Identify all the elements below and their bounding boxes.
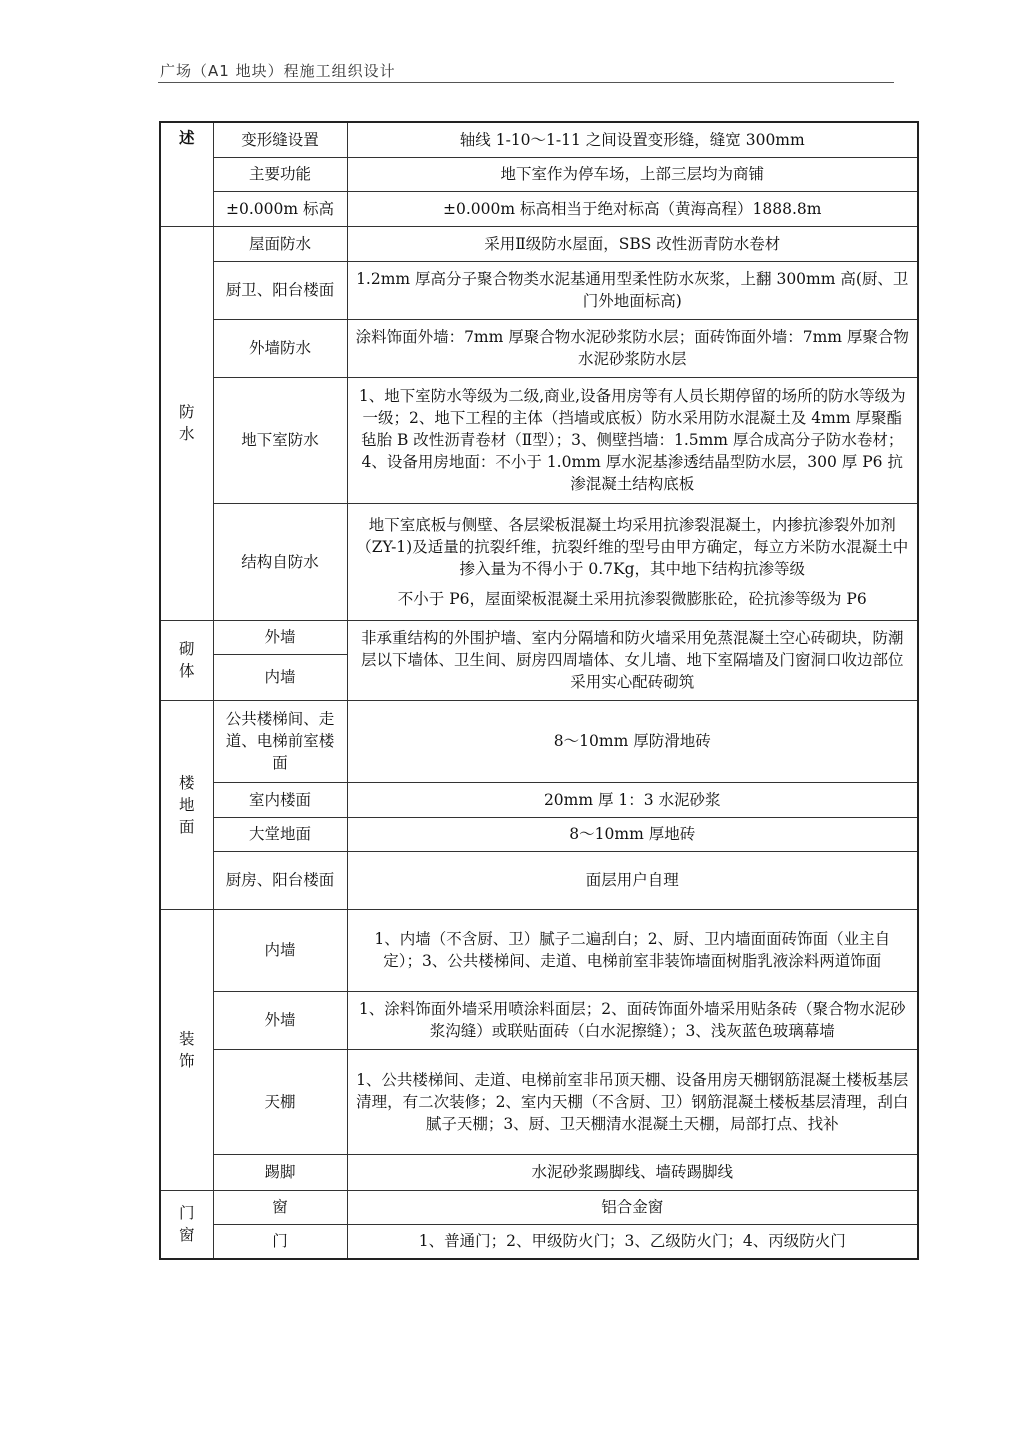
- category-char: 窗: [178, 1226, 195, 1245]
- table-row: [160, 157, 918, 191]
- item-value: 8～10mm 厚地砖: [347, 817, 918, 851]
- item-label: 变形缝设置: [213, 122, 347, 157]
- category-masonry: [160, 620, 213, 700]
- item-value: 1、公共楼梯间、走道、电梯前室非吊顶天棚、设备用房天棚钢筋混凝土楼板基层清理，有二次装修；2、室内天棚（不含厨、卫）钢筋混凝土楼板基层清理，刮白腻子天棚；3、厨、卫天棚清水混凝土天棚，局部打点、找补: [347, 1049, 918, 1154]
- category-char: 体: [178, 662, 195, 680]
- item-value: 1、地下室防水等级为二级,商业,设备用房等有人员长期停留的场所的防水等级为一级；2、地下工程的主体（挡墙或底板）防水采用防水混凝土及 4mm 厚聚酯毡胎 B 改性沥青卷材（Ⅱ型）；3、侧壁挡墙：1.5mm 厚合成高分子防水卷材；4、设备用房地面：不小于 1.0mm 厚水泥基渗透结晶型防水层，300 厚 P6 抗渗混凝土结构底板: [347, 377, 918, 503]
- item-label: 主要功能: [213, 157, 347, 191]
- item-value: 1、内墙（不含厨、卫）腻子二遍刮白；2、厨、卫内墙面面砖饰面（业主自定）；3、公共楼梯间、走道、电梯前室非装饰墙面树脂乳液涂料两道饰面: [347, 909, 918, 991]
- header-divider: [158, 82, 894, 83]
- category-doorwindow: [160, 1190, 213, 1259]
- item-value: 非承重结构的外围护墙、室内分隔墙和防火墙采用免蒸混凝土空心砖砌块，防潮层以下墙体、卫生间、厨房四周墙体、女儿墙、地下室隔墙及门窗洞口收边部位采用实心配砖砌筑: [347, 620, 918, 700]
- category-char: 面: [178, 817, 195, 836]
- table-row: [160, 1190, 918, 1224]
- item-label: 大堂地面: [213, 817, 347, 851]
- item-label: ±0.000m 标高: [213, 191, 347, 226]
- category-char: 门: [178, 1204, 195, 1223]
- category-char: 砌: [178, 640, 195, 658]
- item-label: 内墙: [213, 909, 347, 991]
- category-overview: 述: [160, 122, 213, 226]
- category-char: 饰: [178, 1051, 195, 1070]
- category-decoration: [160, 909, 213, 1190]
- item-value: 铝合金窗: [347, 1190, 918, 1224]
- category-char: 水: [178, 425, 195, 443]
- table-row: [160, 226, 918, 261]
- table-row: [160, 122, 918, 157]
- item-label: 门: [213, 1224, 347, 1259]
- item-value: [347, 503, 918, 620]
- item-value: 采用Ⅱ级防水屋面，SBS 改性沥青防水卷材: [347, 226, 918, 261]
- item-label: 厨卫、阳台楼面: [213, 261, 347, 319]
- table-row: [160, 782, 918, 817]
- table-row: [160, 1049, 918, 1154]
- category-char: 防: [178, 403, 195, 421]
- item-label: 外墙防水: [213, 319, 347, 377]
- item-label: 结构自防水: [213, 503, 347, 620]
- table-row: [160, 319, 918, 377]
- table-row: [160, 261, 918, 319]
- table-row: [160, 377, 918, 503]
- table-row: [160, 700, 918, 782]
- table-row: [160, 909, 918, 991]
- item-label: 外墙: [213, 991, 347, 1049]
- table-row: [160, 191, 918, 226]
- item-label: 地下室防水: [213, 377, 347, 503]
- item-value: 1、涂料饰面外墙采用喷涂料面层；2、面砖饰面外墙采用贴条砖（聚合物水泥砂浆沟缝）或联贴面砖（白水泥擦缝）；3、浅灰蓝色玻璃幕墙: [347, 991, 918, 1049]
- category-char: 楼: [178, 773, 195, 792]
- item-label: 室内楼面: [213, 782, 347, 817]
- item-label: 屋面防水: [213, 226, 347, 261]
- item-value: 1、普通门；2、甲级防火门；3、乙级防火门；4、丙级防火门: [347, 1224, 918, 1259]
- item-value-line: 地下室底板与侧壁、各层梁板混凝土均采用抗渗裂混凝土，内掺抗渗裂外加剂（ZY-1)及适量的抗裂纤维，抗裂纤维的型号由甲方确定，每立方米防水混凝土中掺入量为不得小于 0.7Kg，其中地下结构抗渗等级: [356, 515, 909, 578]
- item-label: 厨房、阳台楼面: [213, 851, 347, 909]
- item-label: 公共楼梯间、走道、电梯前室楼面: [213, 700, 347, 782]
- category-char: 地: [178, 795, 195, 814]
- table-row: [160, 1224, 918, 1259]
- item-value: 面层用户自理: [347, 851, 918, 909]
- item-value: 地下室作为停车场，上部三层均为商铺: [347, 157, 918, 191]
- item-label: 内墙: [213, 654, 347, 700]
- item-value: 8～10mm 厚防滑地砖: [347, 700, 918, 782]
- item-label: 外墙: [213, 620, 347, 654]
- table-row: [160, 851, 918, 909]
- table-row: [160, 503, 918, 620]
- spec-table: [159, 121, 919, 1260]
- item-value-line: 不小于 P6，屋面梁板混凝土采用抗渗裂微膨胀砼，砼抗渗等级为 P6: [397, 589, 867, 608]
- item-label: 天棚: [213, 1049, 347, 1154]
- item-value: 涂料饰面外墙：7mm 厚聚合物水泥砂浆防水层；面砖饰面外墙：7mm 厚聚合物水泥砂浆防水层: [347, 319, 918, 377]
- table-row: [160, 620, 918, 654]
- table-row: [160, 1154, 918, 1190]
- item-label: 踢脚: [213, 1154, 347, 1190]
- item-value: 轴线 1-10～1-11 之间设置变形缝，缝宽 300mm: [347, 122, 918, 157]
- item-label: 窗: [213, 1190, 347, 1224]
- category-floor: [160, 700, 213, 909]
- item-value: ±0.000m 标高相当于绝对标高（黄海高程）1888.8m: [347, 191, 918, 226]
- item-value: 1.2mm 厚高分子聚合物类水泥基通用型柔性防水灰浆，上翻 300mm 高(厨、卫门外地面标高): [347, 261, 918, 319]
- table-row: [160, 991, 918, 1049]
- category-waterproof: [160, 226, 213, 620]
- item-value: 20mm 厚 1：3 水泥砂浆: [347, 782, 918, 817]
- header-title: 广场（A1 地块）程施工组织设计: [160, 62, 396, 80]
- item-value: 水泥砂浆踢脚线、墙砖踢脚线: [347, 1154, 918, 1190]
- category-char: 装: [178, 1029, 195, 1048]
- table-row: [160, 817, 918, 851]
